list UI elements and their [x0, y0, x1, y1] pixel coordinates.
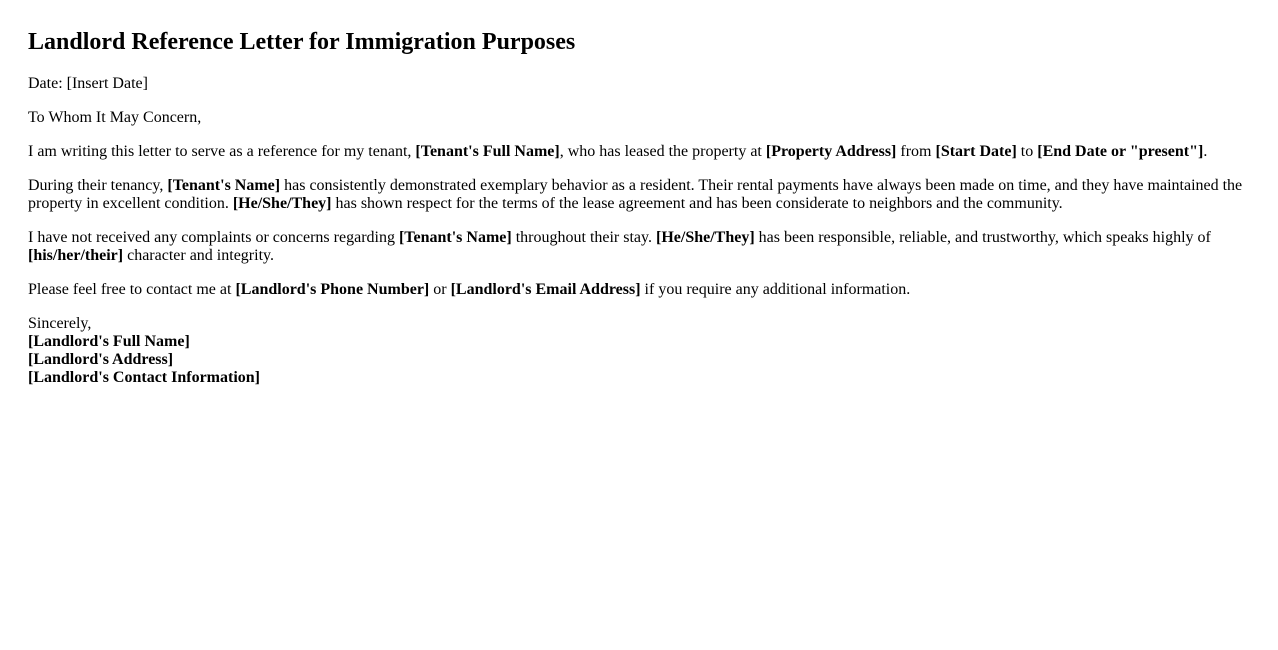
signature-block — [28, 315, 1254, 387]
paragraph-reference — [28, 143, 1254, 161]
text-segment: During their tenancy, — [28, 177, 168, 194]
end-date-placeholder: [End Date or "present"] — [1037, 143, 1204, 160]
text-segment: from — [896, 143, 936, 160]
letter — [28, 0, 1254, 387]
pronoun-placeholder: [He/She/They] — [656, 229, 755, 246]
text-segment: I am writing this letter to serve as a reference for my tenant, — [28, 143, 416, 160]
text-segment: , who has leased the property at — [559, 143, 766, 160]
paragraph-contact — [28, 281, 1254, 299]
salutation: To Whom It May Concern, — [28, 109, 202, 126]
paragraph-tenancy — [28, 177, 1254, 213]
start-date-placeholder: [Start Date] — [935, 143, 1017, 160]
text-segment: has been responsible, reliable, and trustworthy, which speaks highly of — [754, 229, 1211, 246]
text-segment: character and integrity. — [123, 247, 274, 264]
text-segment: or — [429, 281, 451, 298]
date-line: Date: [Insert Date] — [28, 75, 148, 92]
paragraph-complaints — [28, 229, 1254, 265]
text-segment: has shown respect for the terms of the lease agreement and has been considerate to neighbors and the community. — [331, 195, 1063, 212]
tenant-full-name-placeholder: [Tenant's Full Name] — [415, 143, 560, 160]
text-segment: if you require any additional information. — [640, 281, 911, 298]
landlord-full-name-placeholder: [Landlord's Full Name] — [28, 333, 190, 350]
text-segment: Please feel free to contact me at — [28, 281, 236, 298]
pronoun-placeholder: [He/She/They] — [232, 195, 332, 212]
tenant-name-placeholder: [Tenant's Name] — [398, 229, 512, 246]
page-title: Landlord Reference Letter for Immigration Purposes — [28, 29, 576, 55]
closing-sincerely: Sincerely, — [28, 315, 92, 332]
landlord-contact-placeholder: [Landlord's Contact Information] — [28, 369, 261, 386]
text-segment: . — [1203, 143, 1208, 160]
landlord-phone-placeholder: [Landlord's Phone Number] — [235, 281, 430, 298]
text-segment: throughout their stay. — [511, 229, 656, 246]
possessive-pronoun-placeholder: [his/her/their] — [28, 247, 124, 264]
text-segment: I have not received any complaints or concerns regarding — [28, 229, 399, 246]
text-segment: has consistently demonstrated exemplary behavior as a resident. Their rental payments have always been made on time, and they have maintained the property in excellent condition. — [28, 177, 1243, 212]
text-segment: to — [1016, 143, 1038, 160]
property-address-placeholder: [Property Address] — [765, 143, 897, 160]
tenant-name-placeholder: [Tenant's Name] — [167, 177, 281, 194]
landlord-address-placeholder: [Landlord's Address] — [28, 351, 174, 368]
landlord-email-placeholder: [Landlord's Email Address] — [450, 281, 641, 298]
